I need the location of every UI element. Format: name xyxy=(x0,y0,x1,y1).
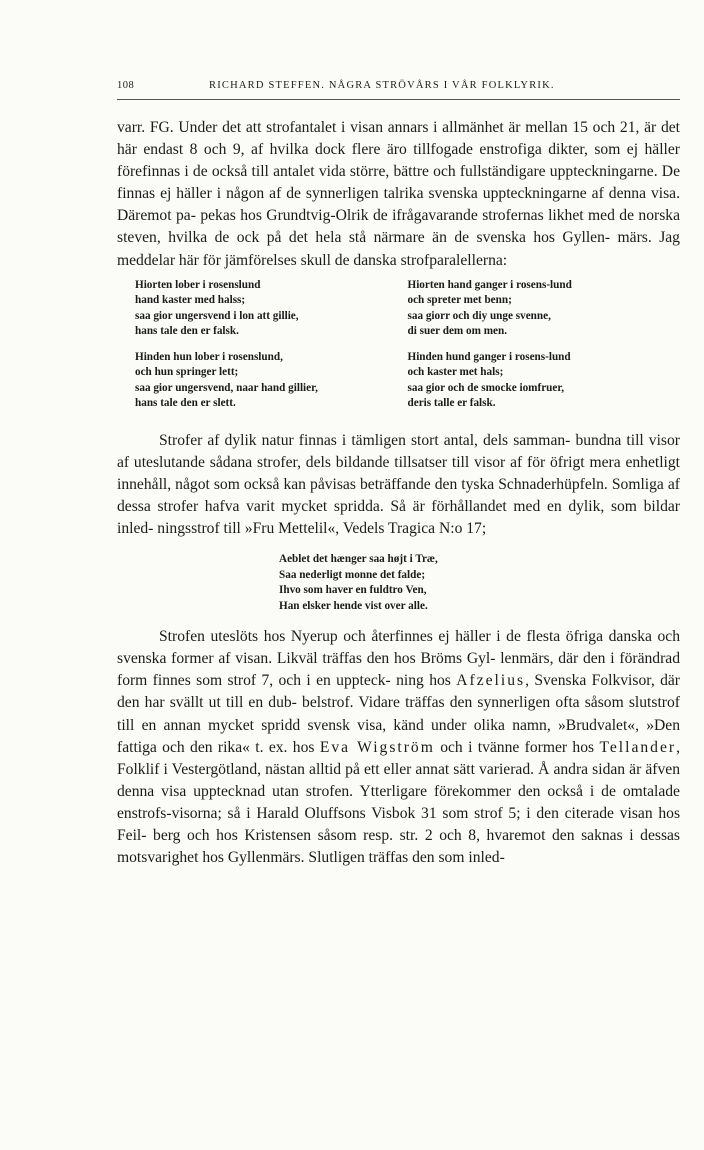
paragraph-2 xyxy=(117,430,680,540)
text-line: de synnerligen talrika svenska uppteckningarne af denna visa. Däremot pa- xyxy=(117,185,680,225)
text-line: berg och hos Kristensen såsom resp. str. 2 och 8, hvaremot den saknas xyxy=(153,826,623,844)
text-line: ning hos xyxy=(396,672,457,690)
text-line: i dessas motsvarighet hos Gyllenmärs. Slutligen träffas den som inled- xyxy=(117,826,680,867)
verse-line: saa gior ungersvend i lon att gillie, xyxy=(135,309,299,322)
text-line: beträffande den tyska Schnaderhüpfeln. Somliga af dessa strofer hafva xyxy=(117,475,680,515)
stanza xyxy=(408,278,681,340)
verse-line: och hun springer lett; xyxy=(135,366,239,379)
verse-line: Hiorten hand ganger i rosens-lund xyxy=(407,278,572,291)
verse-line: deris talle er falsk. xyxy=(407,397,496,410)
text-line: Strofen uteslöts hos Nyerup och återfinnes ej häller i de flesta öfriga xyxy=(159,628,604,646)
verse-line: Han elsker hende vist over alle. xyxy=(279,599,428,612)
stanza xyxy=(408,350,681,412)
verse-line: Ihvo som haver en fuldtro Ven, xyxy=(279,584,427,597)
text-line: bättre och fullständigare uppteckningarne. De finnas ej häller i någon af xyxy=(117,163,680,203)
stanza xyxy=(135,278,408,340)
text-line: belstrof. Vidare träffas den synnerligen ofta såsom slutstrof till en annan xyxy=(117,694,680,734)
text-line: Ytterligare förekommer den också i de omtalade enstrofs-visorna; så i xyxy=(117,782,680,822)
author-name-tellander: Tellander xyxy=(599,738,677,756)
text-line: 15 och 21, är det här endast 8 och 9, af hvilka dock flere äro tillfogade xyxy=(117,119,680,159)
text-line: mycket spridd svensk visa, känd under olika namn, »Brudvalet«, »Den xyxy=(208,716,681,734)
verse-line: hans tale den er slett. xyxy=(135,397,236,410)
text-line: bundna till visor af uteslutande sådana strofer, dels bildande tillsatser till xyxy=(117,431,680,471)
danish-strophe-parallels xyxy=(135,278,680,422)
author-name-wigstrom: Eva Wigström xyxy=(319,738,435,756)
text-line: varit mycket spridda. Så är förhållandet med en dylik, som bildar inled- xyxy=(117,497,680,538)
text-line: Strofer af dylik natur finnas i tämligen stort antal, dels samman- xyxy=(159,431,571,449)
page xyxy=(117,80,680,869)
text-line: lenmärs, där den i förändrad form finnes som strof 7, och i en uppteck- xyxy=(117,650,680,690)
verse-line: och spreter met benn; xyxy=(407,294,512,307)
text-line: visor af för öfrigt mera enhetligt innehåll, något som också kan påvisas xyxy=(117,453,681,493)
text-line: ningsstrof till »Fru Mettelil«, Vedels Tragica N:o 17; xyxy=(157,520,487,538)
text-line: fattiga och den rika« t. ex. hos xyxy=(117,738,320,756)
verse-line: Hiorten lober i rosenslund xyxy=(135,278,261,291)
text-line: enstrofiga dikter, som ej häller förefinnas i de också till antalet vida större, xyxy=(117,141,680,181)
verse-line: saa gior ungersvend, naar hand gillier, xyxy=(135,381,318,394)
text-line: , Svenska Folkvisor, där den har svällt ut till en dub- xyxy=(117,672,680,712)
verse-line: Hinden hund ganger i rosens-lund xyxy=(407,350,571,363)
text-line: varierad. Å andra sidan är äfven denna visa upptecknad utan strofen. xyxy=(117,760,680,800)
text-line: Harald Oluffsons Visbok 31 som strof 5; i den citerade visan hos Feil- xyxy=(117,804,681,844)
text-line: märs. Jag meddelar här för jämförelses skull de danska strofparalellerna: xyxy=(117,229,680,269)
page-number: 108 xyxy=(117,80,135,91)
verse-line: hans tale den er falsk. xyxy=(135,325,239,338)
text-line: och i tvänne former hos xyxy=(434,738,595,756)
verse-line: och kaster met hals; xyxy=(407,366,504,379)
running-header xyxy=(117,80,680,96)
text-line: pekas hos Grundtvig-Olrik de ifrågavarande strofernas likhet med de norska xyxy=(200,207,680,225)
paragraph-3 xyxy=(117,626,680,869)
verse-line: Aeblet det hænger saa højt i Træ, xyxy=(279,553,438,566)
running-title: RICHARD STEFFEN. NÅGRA STRÖVÅRS I VÅR FOLKLYRIK. xyxy=(209,80,555,91)
body-text xyxy=(117,117,680,869)
author-name-afzelius: Afzelius xyxy=(456,672,526,690)
text-line: , Folklif i Vestergötland, nästan alltid på ett eller annat sätt xyxy=(117,738,680,778)
verse-line: Hinden hun lober i rosenslund, xyxy=(135,350,283,363)
verse-line: saa gior och de smocke iomfruer, xyxy=(407,381,565,394)
text-line: varr. FG. Under det att strofantalet i visan annars i allmänhet är mellan xyxy=(117,119,568,136)
header-rule xyxy=(117,99,680,100)
verse-line: Saa nederligt monne det falde; xyxy=(279,568,426,581)
text-line: danska och svenska former af visan. Likväl träffas den hos Bröms Gyl- xyxy=(117,628,680,668)
verse-line: saa giorr och diy unge svenne, xyxy=(407,309,551,322)
text-line: steven, hvilka de ock på det hela stå närmare än de svenska hos Gyllen- xyxy=(117,229,611,247)
verse-line: di suer dem om men. xyxy=(407,325,508,338)
verse-line: hand kaster med halss; xyxy=(135,294,246,307)
poem-left xyxy=(135,278,408,422)
paragraph-1 xyxy=(117,117,680,272)
poem-right xyxy=(408,278,681,422)
quoted-strophe xyxy=(279,552,680,614)
stanza xyxy=(135,350,408,412)
